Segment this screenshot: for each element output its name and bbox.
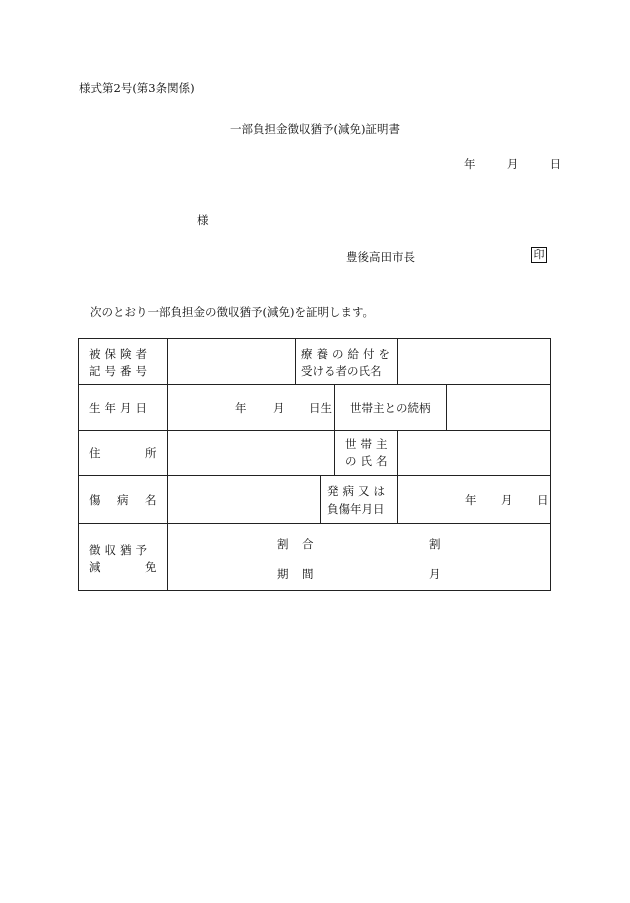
relation-label: 世帯主との続柄 bbox=[350, 401, 431, 415]
column-divider bbox=[446, 384, 447, 430]
ratio-label-char-b: 合 bbox=[302, 537, 314, 551]
column-divider bbox=[334, 430, 335, 475]
reduction-label-line1: 徴収猶予 bbox=[89, 543, 151, 557]
reduction-label-char-b: 免 bbox=[145, 560, 157, 574]
disease-label-char3: 名 bbox=[145, 493, 157, 507]
insured-number-field[interactable] bbox=[169, 341, 293, 382]
period-unit: 月 bbox=[429, 567, 441, 581]
relation-field[interactable] bbox=[448, 386, 549, 428]
column-divider bbox=[320, 475, 321, 523]
column-divider bbox=[397, 339, 398, 384]
intro-text: 次のとおり一部負担金の徴収猶予(減免)を証明します。 bbox=[90, 305, 375, 319]
onset-year-unit: 年 bbox=[465, 493, 477, 507]
row-divider bbox=[79, 384, 550, 385]
disease-label-char1: 傷 bbox=[89, 493, 101, 507]
address-label-char1: 住 bbox=[89, 446, 101, 460]
disease-label-char2: 病 bbox=[117, 493, 129, 507]
seal-mark: 印 bbox=[531, 247, 547, 263]
recipient-name-field[interactable] bbox=[399, 341, 549, 382]
disease-name-field[interactable] bbox=[169, 477, 318, 521]
insured-number-label-line2: 記号番号 bbox=[89, 364, 151, 378]
householder-label-line2: の氏名 bbox=[345, 454, 392, 468]
birth-month-unit: 月 bbox=[273, 401, 285, 415]
birth-year-unit: 年 bbox=[235, 401, 247, 415]
householder-label-line1: 世帯主 bbox=[345, 437, 392, 451]
issue-date-year: 年 bbox=[464, 157, 476, 171]
onset-label-line1: 発病又は bbox=[327, 484, 389, 498]
row-divider bbox=[79, 430, 550, 431]
reduction-label-char-a: 減 bbox=[89, 560, 101, 574]
row-divider bbox=[79, 475, 550, 476]
address-field[interactable] bbox=[169, 432, 332, 473]
recipient-label-line1: 療養の給付を bbox=[301, 347, 394, 361]
onset-day-unit: 日 bbox=[537, 493, 549, 507]
period-label-char-a: 期 bbox=[277, 567, 289, 581]
period-label-char-b: 間 bbox=[302, 567, 314, 581]
onset-month-unit: 月 bbox=[501, 493, 513, 507]
issue-date-month: 月 bbox=[506, 157, 519, 171]
birthdate-label: 生年月日 bbox=[89, 401, 151, 415]
address-label-char2: 所 bbox=[145, 446, 157, 460]
onset-label-line2: 負傷年月日 bbox=[327, 502, 385, 516]
column-divider bbox=[167, 339, 168, 591]
column-divider bbox=[334, 384, 335, 430]
recipient-label-line2: 受ける者の氏名 bbox=[301, 364, 382, 378]
issuer-name: 豊後高田市長 bbox=[346, 250, 415, 264]
issue-date-day: 日 bbox=[549, 157, 562, 171]
householder-name-field[interactable] bbox=[399, 432, 549, 473]
document-title: 一部負担金徴収猶予(減免)証明書 bbox=[230, 122, 400, 136]
row-divider bbox=[79, 523, 550, 524]
column-divider bbox=[295, 339, 296, 384]
column-divider bbox=[397, 475, 398, 523]
certificate-table bbox=[78, 338, 551, 591]
insured-number-label-line1: 被保険者 bbox=[89, 347, 151, 361]
ratio-unit: 割 bbox=[429, 537, 441, 551]
column-divider bbox=[397, 430, 398, 475]
addressee-salutation: 様 bbox=[197, 213, 209, 227]
form-number: 様式第2号(第3条関係) bbox=[79, 81, 195, 95]
ratio-label-char-a: 割 bbox=[277, 537, 289, 551]
birth-day-unit: 日生 bbox=[309, 401, 332, 415]
issue-date bbox=[464, 156, 561, 172]
